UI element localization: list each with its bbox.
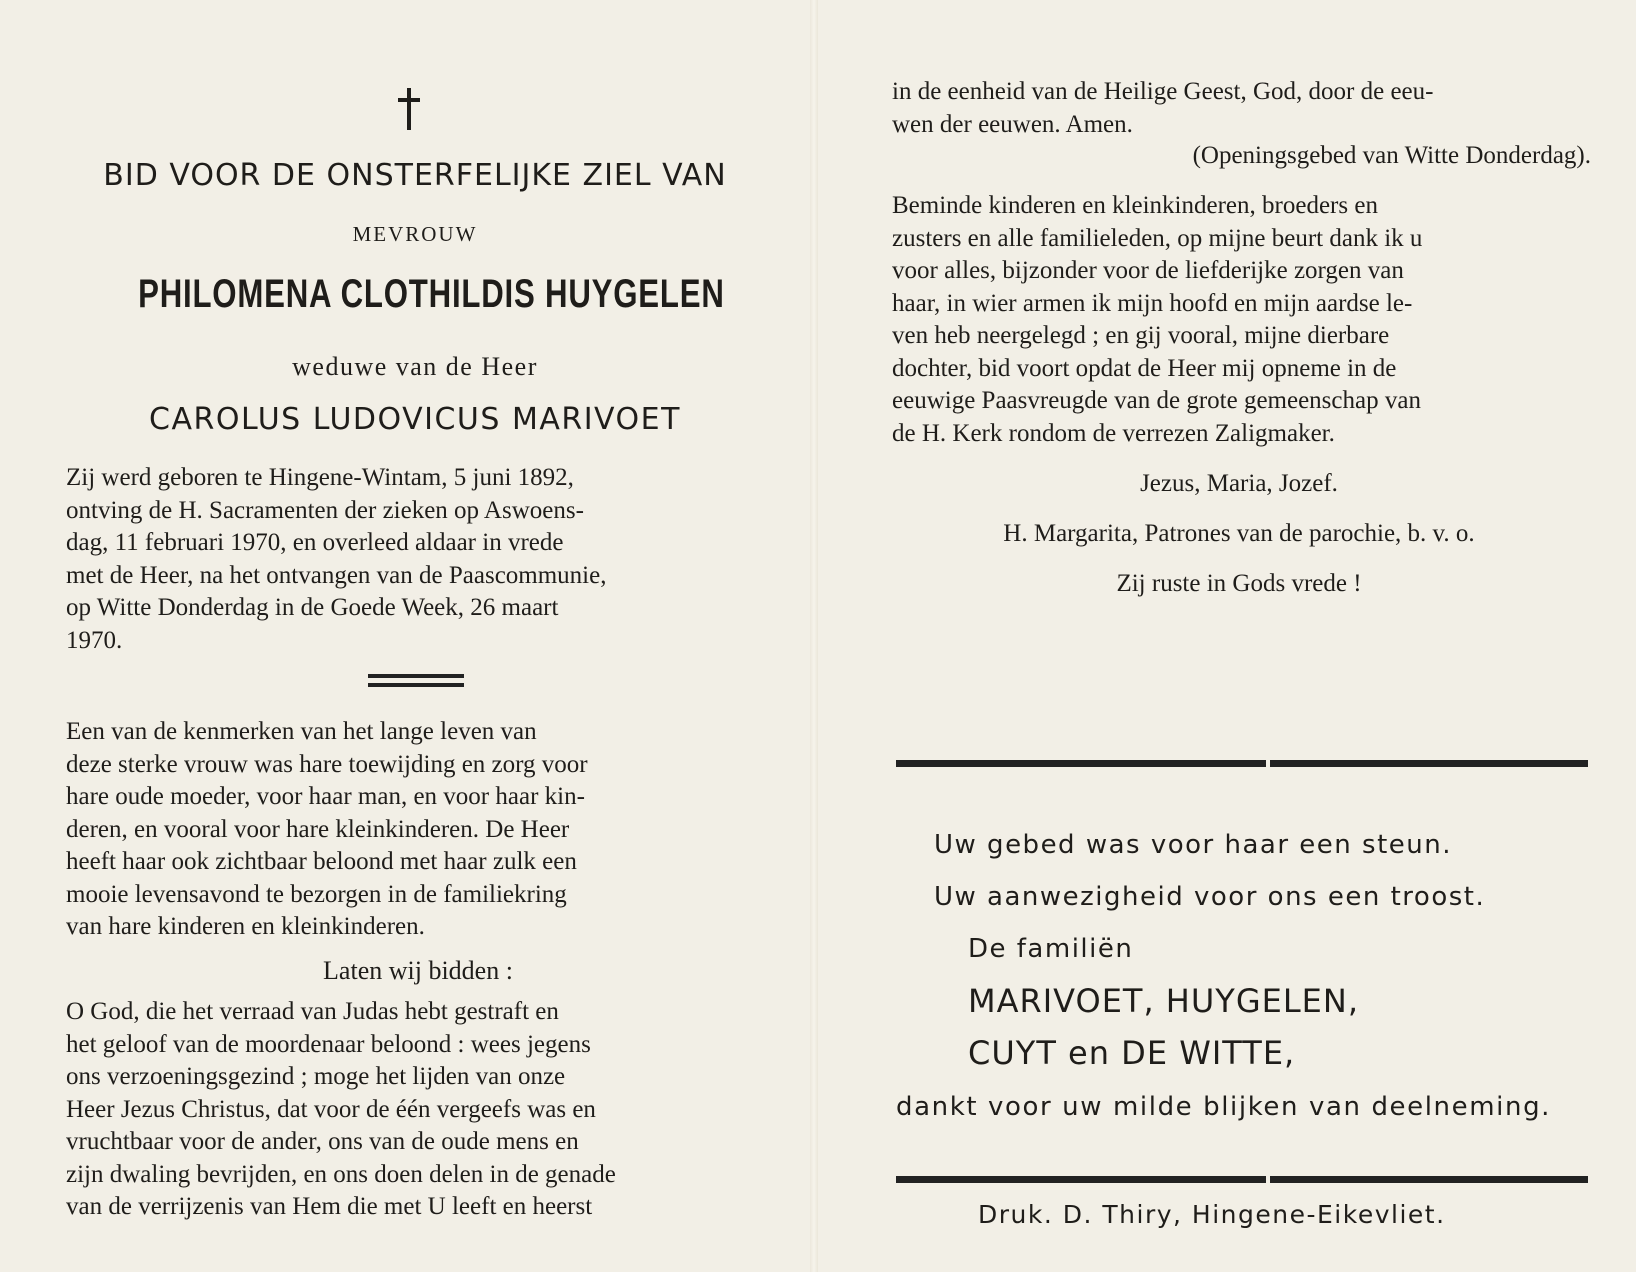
invocation-patroness: H. Margarita, Patrones van de parochie, b. v. o.	[1003, 520, 1475, 547]
prayer-intro: Laten wij bidden :	[323, 956, 513, 985]
reflection-paragraph: Een van de kenmerken van het lange leven van deze sterke vrouw was hare toewijding en zorg voor hare oude moeder, voor haar man, en voor haar kin- deren, en vooral voor hare kleinkinderen. De Heer heeft haar ook zichtbaar beloond met haar zulk een mooie levensavond te bezorgen in de familiekring van hare kinderen en kleinkinderen.	[66, 718, 588, 940]
husband-name: CAROLUS LUDOVICUS MARIVOET	[149, 402, 681, 437]
presence-line: Uw aanwezigheid voor ons een troost.	[934, 882, 1486, 912]
prayer-continuation: in de eenheid van de Heilige Geest, God, door de eeu- wen der eeuwen. Amen.	[892, 78, 1434, 138]
families-label: De familiën	[968, 934, 1134, 964]
thanks-paragraph: Beminde kinderen en kleinkinderen, broeders en zusters en alle familieleden, op mijne beurt dank ik u voor alles, bijzonder voor de liefderijke zorgen van haar, in wier armen ik mijn hoofd en mijn aardse le- ven heb neergelegd ; en gij vooral, mijne dierbare dochter, bid voort opdat de Heer mij opneme in de eeuwige Paasvreugde van de grote gemeenschap van de H. Kerk rondom de verrezen Zaligmaker.	[892, 192, 1423, 447]
family-names-2: CUYT en DE WITTE,	[968, 1034, 1296, 1072]
thanks-divider-bottom	[896, 1176, 1588, 1185]
thanks-divider-top	[896, 760, 1588, 769]
section-divider	[368, 674, 464, 686]
prayer-heading: BID VOOR DE ONSTERFELIJKE ZIEL VAN	[103, 158, 727, 193]
invocation-saints: Jezus, Maria, Jozef.	[1140, 470, 1338, 497]
cross-icon	[398, 88, 420, 130]
card-fold	[810, 0, 818, 1272]
support-line: Uw gebed was voor haar een steun.	[934, 830, 1452, 860]
rest-in-peace: Zij ruste in Gods vrede !	[1116, 570, 1362, 597]
prayer-paragraph: O God, die het verraad van Judas hebt gestraft en het geloof van de moordenaar beloond : wees jegens ons verzoeningsgezind ; moge het lijden van onze Heer Jezus Christus, dat voor de één vergeefs was en vruchtbaar voor de ander, ons van de oude mens en zijn dwaling bevrijden, en ons doen delen in de genade van de verrijzenis van Hem die met U leeft en heerst	[66, 998, 616, 1220]
acknowledgement-line: dankt voor uw milde blijken van deelneming.	[896, 1092, 1552, 1122]
printer-credit: Druk. D. Thiry, Hingene-Eikevliet.	[978, 1200, 1446, 1229]
family-names-1: MARIVOET, HUYGELEN,	[968, 982, 1359, 1020]
widow-of-label: weduwe van de Heer	[292, 352, 538, 381]
honorific: MEVROUW	[352, 222, 478, 246]
prayer-source: (Openingsgebed van Witte Donderdag).	[1192, 142, 1591, 169]
deceased-name: PHILOMENA CLOTHILDIS HUYGELEN	[138, 272, 725, 316]
biography-paragraph: Zij werd geboren te Hingene-Wintam, 5 juni 1892, ontving de H. Sacramenten der zieken op Aswoens- dag, 11 februari 1970, en overleed aldaar in vrede met de Heer, na het ontvangen van de Paascommunie, op Witte Donderdag in de Goede Week, 26 maart 1970.	[66, 464, 607, 654]
